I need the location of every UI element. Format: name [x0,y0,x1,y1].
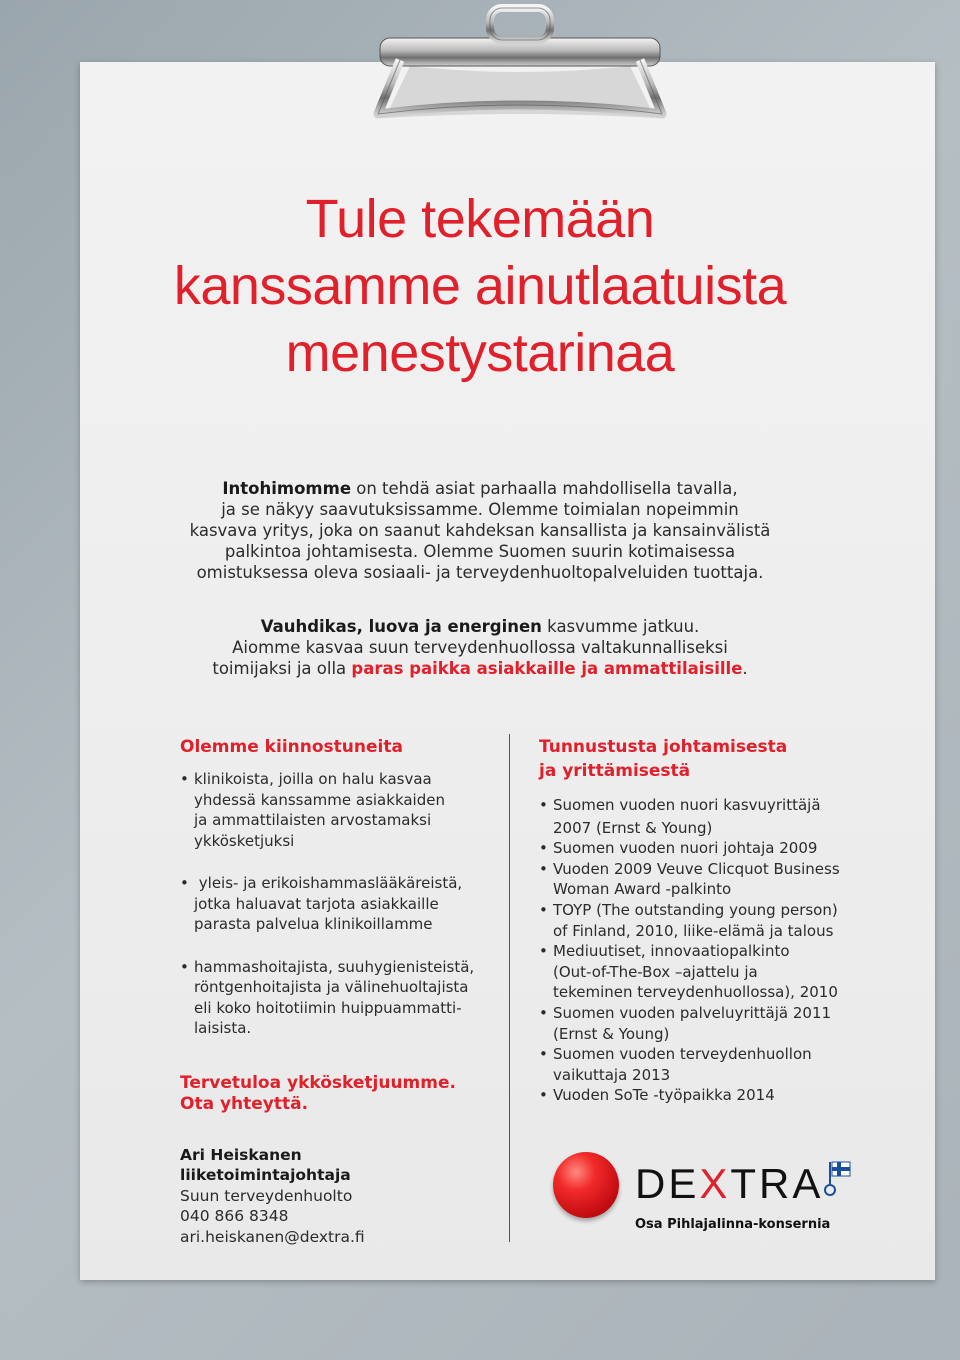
list-item [539,1044,869,1085]
list-item-line: • Mediuutiset, innovaatiopalkinto [553,942,790,961]
growth-line: Aiomme kasvaa suun terveydenhuollossa valtakunnalliseksi [232,638,728,657]
wordmark-part: DE [635,1160,700,1207]
list-item-line: (Out-of-The-Box –ajattelu ja [553,962,758,981]
dextra-wordmark [635,1162,823,1206]
list-item-line: • Suomen vuoden palveluyrittäjä 2011 [553,1003,832,1022]
list-item-line: Woman Award -palkinto [553,880,732,899]
list-item-line: yhdessä kanssamme asiakkaiden [194,790,445,809]
clipboard-clip [370,0,670,128]
awards-column [539,735,869,1106]
list-item [180,957,510,1039]
headline-line: menestystarinaa [285,323,675,383]
intro-growth-paragraph [0,616,960,679]
awards-list [539,795,869,1106]
wordmark-part: TRA [730,1160,824,1207]
list-item-line: • Suomen vuoden nuori kasvuyrittäjä [553,796,821,814]
list-item-line: laisista. [194,1019,252,1037]
list-item [539,1003,869,1044]
awards-heading-line: ja yrittämisestä [539,761,691,781]
list-item-line: ykkösketjuksi [194,831,295,850]
growth-bold: Vauhdikas, luova ja energinen [260,617,542,636]
intro-line: palkintoa johtamisesta. Olemme Suomen suurin kotimaisessa [224,542,736,561]
list-item-line: 2007 (Ernst & Young) [553,818,713,837]
list-item-line: vaikuttaja 2013 [553,1065,671,1084]
list-item-line: ja ammattilaisten arvostamaksi [194,811,432,829]
intro-line: ja se näkyy saavutuksissamme. Olemme toimialan nopeimmin [221,500,739,519]
welcome-line: Ota yhteyttä. [180,1093,309,1114]
list-item [539,900,869,941]
list-item-line: parasta palvelua klinikoillamme [194,915,433,933]
contact-title: liiketoimintajohtaja [180,1166,351,1184]
welcome-text [180,1073,510,1115]
list-item-line: jotka haluavat tarjota asiakkaille [194,894,439,913]
list-item-line: • hammashoitajista, suuhygienisteistä, [194,957,475,976]
wordmark-x: X [699,1160,731,1207]
key-flag-icon [824,1160,852,1200]
contact-block [180,1145,510,1248]
awards-heading [539,735,869,783]
list-item [180,769,510,851]
contact-unit: Suun terveydenhuolto [180,1186,353,1205]
headline [0,186,960,387]
intro-lead-rest: on tehdä asiat parhaalla mahdollisella tavalla, [351,479,738,498]
interest-heading: Olemme kiinnostuneita [180,737,403,757]
list-item-line: • Vuoden 2009 Veuve Clicquot Business [553,859,840,878]
list-item-line: • Vuoden SoTe -työpaikka 2014 [553,1086,775,1105]
group-tagline: Osa Pihlajalinna-konsernia [635,1217,831,1232]
list-item-line: tekeminen terveydenhuollossa), 2010 [553,983,838,1002]
intro-paragraph [0,478,960,583]
contact-name: Ari Heiskanen [180,1145,302,1164]
headline-line: kanssamme ainutlaatuista [173,256,787,316]
list-item-line: röntgenhoitajista ja välinehuoltajista [194,978,469,996]
intro-line: omistuksessa oleva sosiaali- ja terveydenhuoltopalveluiden tuottaja. [196,563,764,582]
list-item-line: • TOYP (The outstanding young person) [553,900,838,919]
list-item-line: • yleis- ja erikoishammaslääkäreistä, [194,874,463,892]
growth-rest: kasvumme jatkuu. [541,617,700,636]
growth-highlight: paras paikka asiakkaille ja ammattilaisille [351,659,743,678]
list-item-line: • Suomen vuoden nuori johtaja 2009 [553,839,818,858]
column-divider [509,734,510,1242]
interest-column [180,735,510,1247]
awards-heading-line: Tunnustusta johtamisesta [539,737,788,757]
interest-list [180,769,510,1039]
dextra-logo [549,1140,869,1240]
list-item-line: (Ernst & Young) [553,1024,670,1043]
red-ball-icon [553,1152,619,1218]
growth-line-end: . [742,659,748,678]
list-item [180,873,510,935]
list-item-line: • Suomen vuoden terveydenhuollon [553,1045,812,1064]
list-item [539,1085,869,1106]
headline-line: Tule tekemään [305,189,655,249]
list-item-line: • klinikoista, joilla on halu kasvaa [194,770,432,788]
list-item [539,941,869,1003]
welcome-line: Tervetuloa ykkösketjuumme. [180,1072,456,1093]
intro-lead-bold: Intohimomme [222,479,352,498]
growth-line-start: toimijaksi ja olla [212,659,352,678]
list-item [539,795,869,838]
list-item-line: eli koko hoitotiimin huippuammatti- [194,998,462,1017]
intro-line: kasvava yritys, joka on saanut kahdeksan kansallista ja kansainvälistä [189,521,771,540]
contact-email: ari.heiskanen@dextra.fi [180,1227,365,1246]
list-item [539,859,869,900]
list-item-line: of Finland, 2010, liike-elämä ja talous [553,921,834,940]
contact-phone: 040 866 8348 [180,1207,289,1225]
list-item [539,838,869,859]
